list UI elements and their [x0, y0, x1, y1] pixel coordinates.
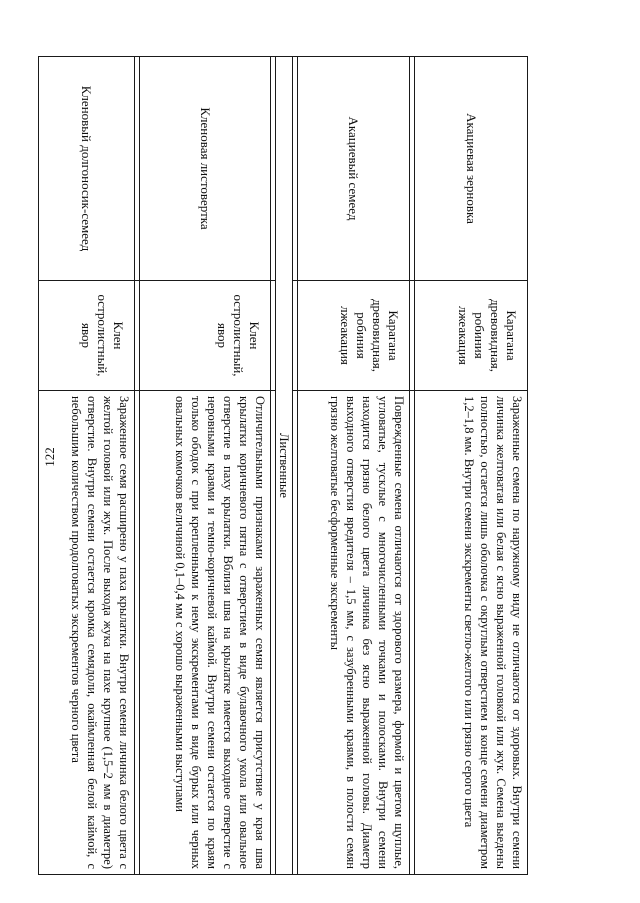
- pest-table: [38, 56, 528, 875]
- damage-description: Поврежденные семена отличаются от здорового размера, формой и цветом щуплые, угловатые, тусклые с многочисленными точками и полосками. Внутри семени находится грязно белого цвета личинка без ясно выраженной головы. Диаметр выходного отверстия вредителя – 1,5 мм, с зазубренными краями, в полости семян грязно желтоватые бесформенные экскременты: [298, 391, 410, 875]
- host-plant: Карагана древовидная, робиния лжеакация: [298, 281, 410, 391]
- table-row: [415, 57, 528, 875]
- row-separator: [410, 57, 415, 875]
- section-title: Лиственные: [276, 57, 293, 875]
- damage-description: Зараженное семя расширено у паха крылатки. Внутри семени личинка белого цвета с желтой головой или жук. После выхода жука на пахе крупное (1,5–2 мм в диаметре) отверстие. Внутри семени остается кромка семядоли, окаймленная белой каймой, с небольшим количеством продолговатых экскрементов черного цвета: [39, 391, 135, 875]
- table-row: [298, 57, 410, 875]
- pest-name: Акациевая зерновка: [415, 57, 528, 281]
- table-row: [140, 57, 271, 875]
- host-plant: Клен остролистный, явор: [140, 281, 271, 391]
- table-row: [39, 57, 135, 875]
- host-plant: Карагана древовидная, робиния лжеакация: [415, 281, 528, 391]
- pest-name: Акациевый семеед: [298, 57, 410, 281]
- row-separator: [293, 57, 298, 875]
- host-plant: Клен остролистный, явор: [39, 281, 135, 391]
- pest-name: Кленовая листовертка: [140, 57, 271, 281]
- section-row: [276, 57, 293, 875]
- pest-name: Кленовый долгоносик-семеед: [39, 57, 135, 281]
- row-separator: [135, 57, 140, 875]
- pest-table-rotated: [70, 56, 528, 874]
- row-separator: [271, 57, 276, 875]
- damage-description: Отличительными признаками зараженных семян является присутствие у края шва крылатки коричневого пятна с отверстием в виде булавочного укола или овальное отверстие в паху крылатки. Вблизи шва на крылатке имеется выходное отверстие с неровными краями и темно-коричневой каймой. Внутри семени остается по краям только ободок с при крепленными к нему экскрементами в виде бурых или черных овальных комочков величиной 0,1–0,4 мм с хорошо выраженными выступами: [140, 391, 271, 875]
- damage-description: Зараженные семена по наружному виду не отличаются от здоровых. Внутри семени личинка желтоватая или белая с ясно выраженной головкой или жук. Семена выедены полностью, остается лишь оболочка с округлым отверстием в конце семени диаметром 1,2–1,8 мм. Внутри семени экскременты светло-желтого или грязно серого цвета: [415, 391, 528, 875]
- page-number: 122: [42, 447, 57, 467]
